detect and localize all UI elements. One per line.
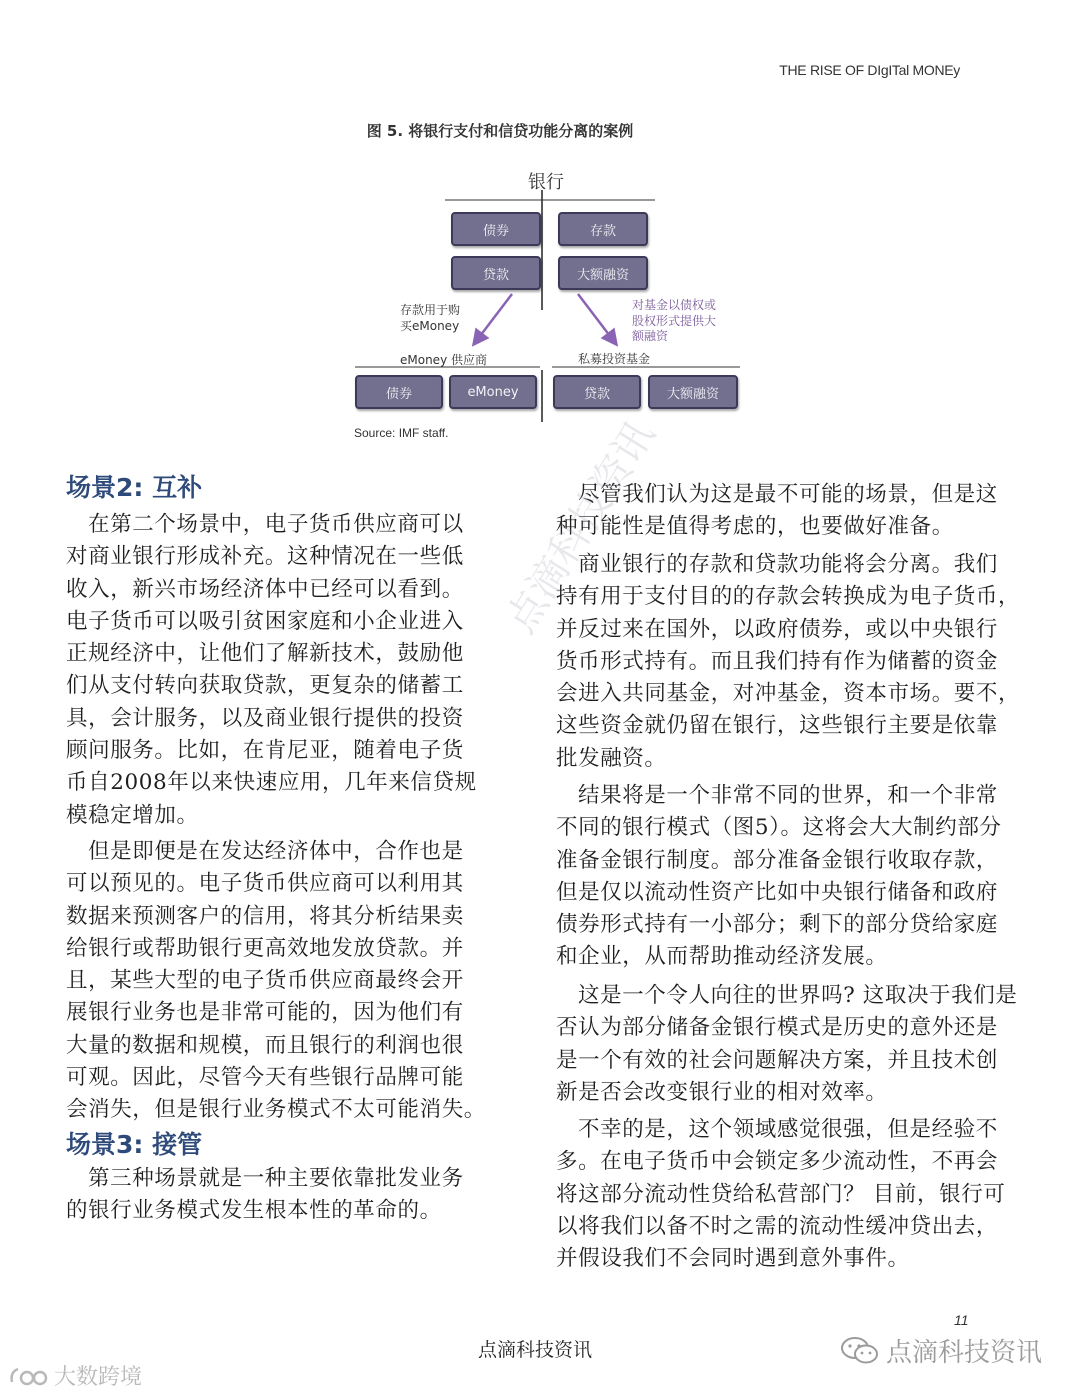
brand-logo-icon <box>8 1364 48 1388</box>
right-annotation: 对基金以债权或 股权形式提供大 额融资 <box>632 298 717 344</box>
bank-label: 银行 <box>528 172 564 193</box>
footer-source-text: 点滴科技资讯 <box>478 1339 593 1361</box>
node-bank-wholesale: 大额融资 <box>558 256 648 290</box>
node-fund-loans: 贷款 <box>553 375 641 409</box>
watermark-right-text: 点滴科技资讯 <box>886 1338 1043 1368</box>
figure-source: Source: IMF staff. <box>354 426 449 440</box>
watermark-center: 点滴科技资讯 <box>497 413 664 642</box>
right-paragraph-3: 结果将是一个非常不同的世界，和一个非常 不同的银行模式（图5）。这将会大大制约部分 准备金银行制度。部分准备金银行收取存款， 但是仅以流动性资产比如中央银行储备和政府 债券形式持有一小部分；剩下的部分贷给家庭 和企业，从而帮助推动经济发展。 <box>556 783 1002 970</box>
node-fund-wholesale: 大额融资 <box>648 375 738 409</box>
node-bank-loans: 贷款 <box>451 256 541 290</box>
heading-scenario-2: 场景2: 互补 <box>66 473 203 502</box>
left-paragraph-3: 第三种场景就是一种主要依靠批发业务 的银行业务模式发生根本性的革命的。 <box>66 1166 464 1224</box>
wechat-icon <box>840 1336 880 1366</box>
right-paragraph-1: 尽管我们认为这是最不可能的场景，但是这 种可能性是值得考虑的，也要做好准备。 <box>556 482 998 540</box>
node-bank-bonds: 债券 <box>451 212 541 246</box>
left-annotation: 存款用于购 买eMoney <box>400 303 461 333</box>
node-emoney-bonds: 债券 <box>355 375 443 409</box>
left-paragraph-1: 在第二个场景中，电子货币供应商可以 对商业银行形成补充。这种情况在一些低 收入，新兴市场经济体中已经可以看到。 电子货币可以吸引贫困家庭和小企业进入 正规经济中，让他们了解新技术，鼓励他 们从支付转向获取贷款，更复杂的储蓄工 具，会计服务，以及商业银行提供的投资 顾问服务。比如，在肯尼亚，随着电子货 币自2008年以来快速应用，几年来信贷规 模稳定增加。 <box>66 512 477 828</box>
right-arrow <box>578 294 616 344</box>
fund-group-label: 私募投资基金 <box>578 352 651 366</box>
running-header: THE RISE OF DIgITal MONEy <box>779 62 960 78</box>
right-paragraph-2: 商业银行的存款和贷款功能将会分离。我们 持有用于支付目的的存款会转换成为电子货币， 并反过来在国外，以政府债券，或以中央银行 货币形式持有。而且我们持有作为储蓄的资金 会进入共同基金，对冲基金，资本市场。要不， 这些资金就仍留在银行，这些银行主要是依靠 批发融资。 <box>556 552 1021 771</box>
node-emoney: eMoney <box>449 375 537 409</box>
right-paragraph-4: 这是一个令人向往的世界吗? 这取决于我们是 否认为部分储备金银行模式是历史的意外还是 是一个有效的社会问题解决方案，并且技术创 新是否会改变银行业的相对效率。 <box>556 983 1018 1105</box>
heading-scenario-3: 场景3: 接管 <box>66 1130 203 1159</box>
left-arrow <box>474 294 512 344</box>
watermark-wechat <box>840 1332 1042 1369</box>
node-bank-deposits: 存款 <box>558 212 648 246</box>
page-number: 11 <box>954 1312 969 1328</box>
figure-caption: 图 5. 将银行支付和信贷功能分离的案例 <box>366 122 634 140</box>
right-paragraph-5: 不幸的是，这个领域感觉很强，但是经验不 多。在电子货币中会锁定多少流动性，不再会 将这部分流动性贷给私营部门？ 目前，银行可 以将我们以备不时之需的流动性缓冲贷出去， 并假设我们不会同时遇到意外事件。 <box>556 1117 1006 1272</box>
bank-separation-diagram <box>340 160 760 450</box>
left-paragraph-2: 但是即便是在发达经济体中，合作也是 可以预见的。电子货币供应商可以利用其 数据来预测客户的信用，将其分析结果卖 给银行或帮助银行更高效地发放贷款。并 且，某些大型的电子货币供应商最终会开 展银行业务也是非常可能的，因为他们有 大量的数据和规模，而且银行的利润也很 可观。因此，尽管今天有些银行品牌可能 会消失，但是银行业务模式不太可能消失。 <box>66 839 486 1123</box>
watermark-brand <box>8 1360 142 1391</box>
emoney-group-label: eMoney 供应商 <box>400 353 487 367</box>
watermark-left-text: 大数跨境 <box>54 1365 143 1390</box>
